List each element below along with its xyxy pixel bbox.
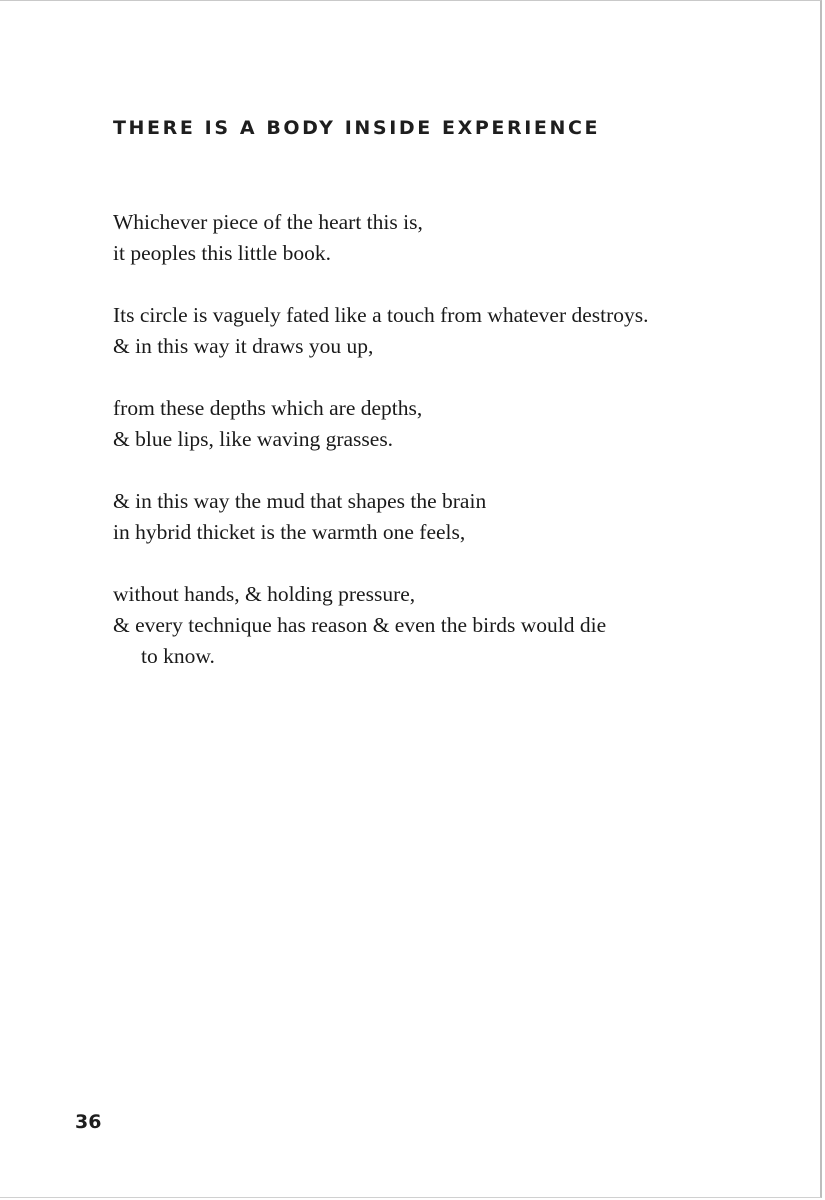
page-number: 36 [75, 1111, 102, 1133]
poem-line: & blue lips, like waving grasses. [113, 427, 394, 451]
poem-title: THERE IS A BODY INSIDE EXPERIENCE [113, 117, 601, 139]
poem-line: Whichever piece of the heart this is, [113, 210, 423, 234]
stanza-3 [113, 393, 773, 455]
stanza-1 [113, 207, 773, 269]
poem-line: & in this way it draws you up, [113, 334, 374, 358]
poem-line-continuation: to know. [141, 644, 215, 668]
poem-line: & every technique has reason & even the birds would die [113, 613, 607, 637]
poem-line: from these depths which are depths, [113, 396, 423, 420]
poem-line: Its circle is vaguely fated like a touch from whatever destroys. [113, 303, 649, 327]
stanza-2 [113, 300, 773, 362]
stanza-5 [113, 579, 773, 672]
poem-line: it peoples this little book. [113, 241, 331, 265]
poem-line: in hybrid thicket is the warmth one feels, [113, 520, 466, 544]
poem-line: without hands, & holding pressure, [113, 582, 416, 606]
poem-body [113, 207, 773, 703]
stanza-4 [113, 486, 773, 548]
poem-line: & in this way the mud that shapes the brain [113, 489, 487, 513]
